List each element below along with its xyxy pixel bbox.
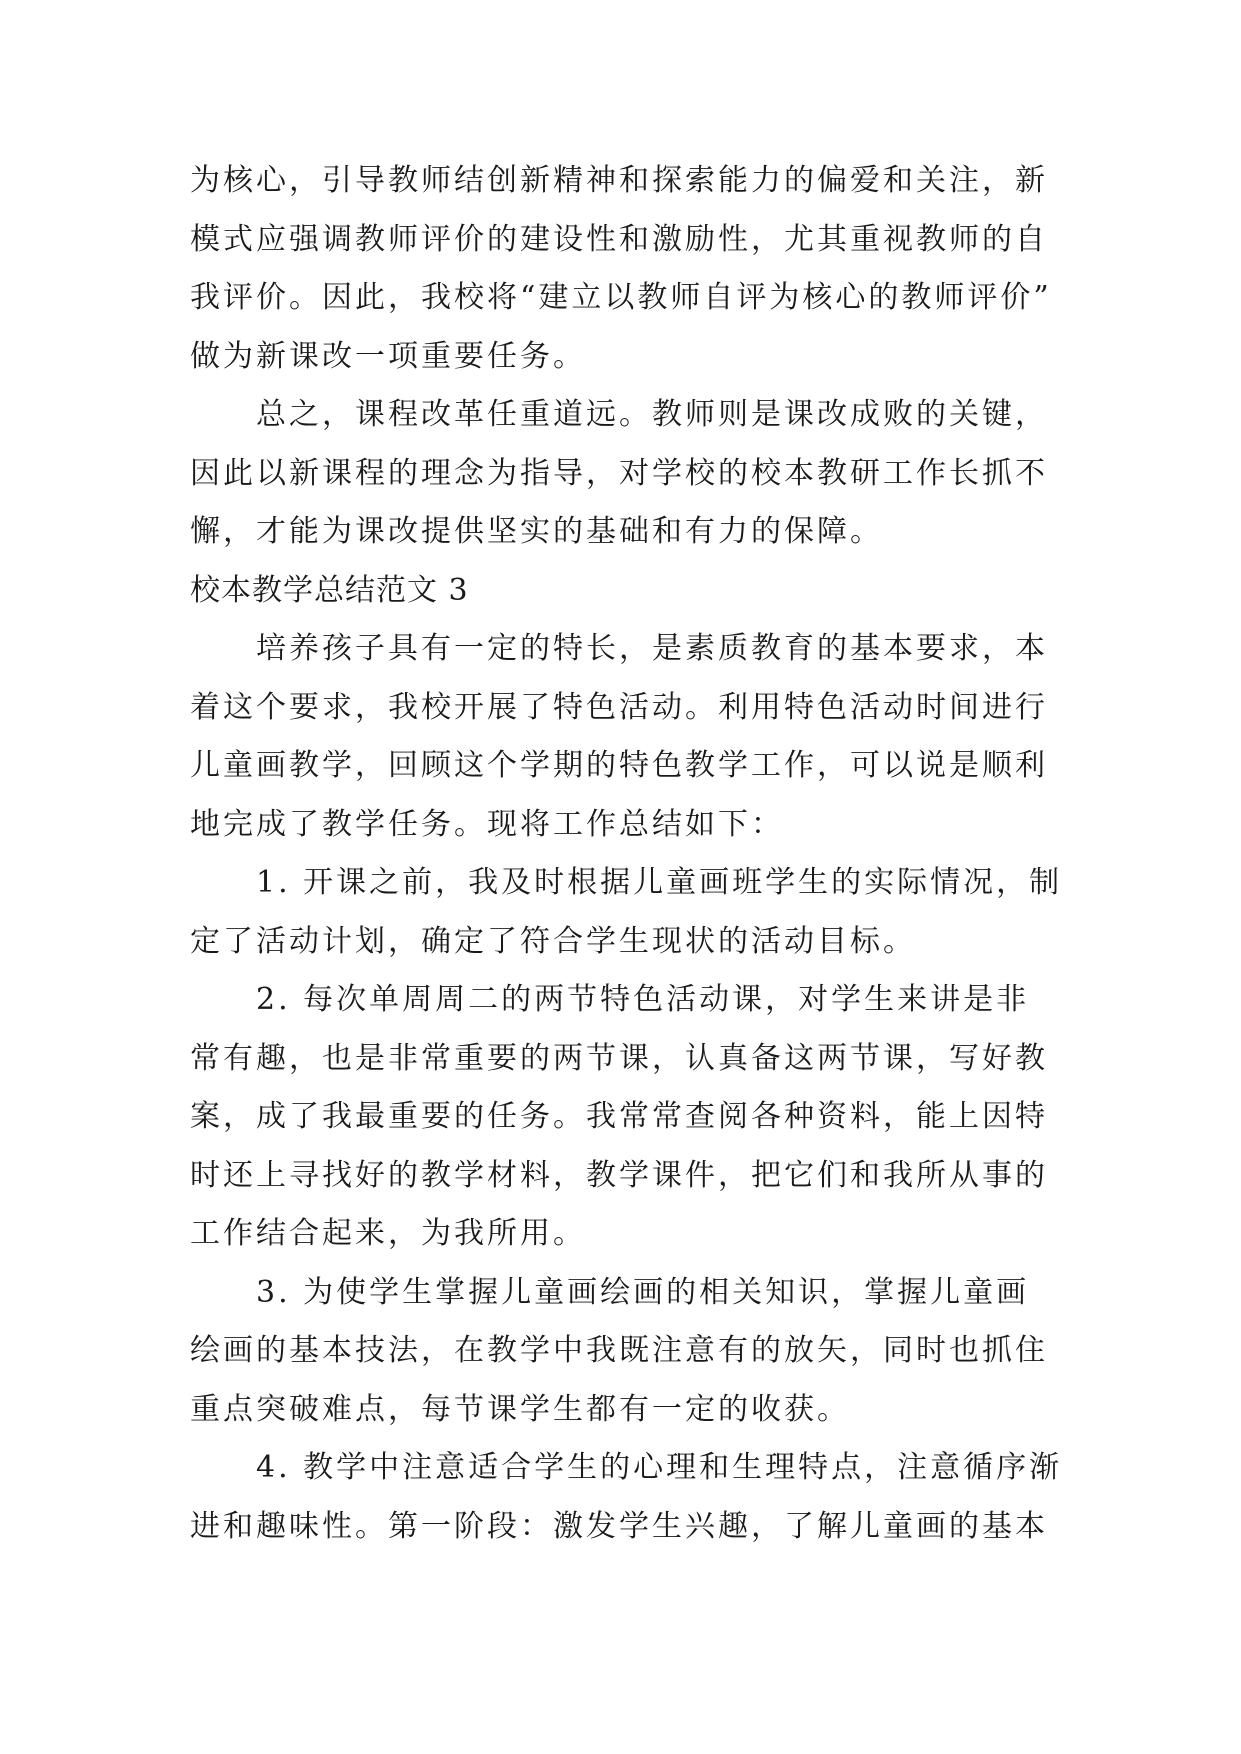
- text-line: 绘画的基本技法，在教学中我既注意有的放矢，同时也抓住: [190, 1333, 1048, 1368]
- text-line: 为核心，引导教师结创新精神和探索能力的偏爱和关注，新: [190, 163, 1048, 198]
- text-line: 着这个要求，我校开展了特色活动。利用特色活动时间进行: [190, 689, 1048, 725]
- text-line: 模式应强调教师评价的建设性和激励性，尤其重视教师的自: [190, 221, 1048, 257]
- text-line: 工作结合起来，为我所用。: [190, 1216, 586, 1251]
- text-line: 总之，课程改革任重道远。教师则是课改成败的关键，: [256, 397, 1048, 432]
- text-line: 做为新课改一项重要任务。: [190, 338, 586, 374]
- text-line: 因此以新课程的理念为指导，对学校的校本教研工作长抓不: [190, 455, 1048, 491]
- text-line: 定了活动计划，确定了符合学生现状的活动目标。: [190, 923, 916, 959]
- text-line: 重点突破难点，每节课学生都有一定的收获。: [190, 1391, 850, 1427]
- text-line: 1. 开课之前，我及时根据儿童画班学生的实际情况，制: [256, 865, 1063, 900]
- text-line: 2. 每次单周周二的两节特色活动课，对学生来讲是非: [256, 982, 1030, 1017]
- text-line: 培养孩子具有一定的特长，是素质教育的基本要求，本: [256, 631, 1048, 666]
- text-line: 地完成了教学任务。现将工作总结如下：: [190, 806, 784, 842]
- section-heading: 校本教学总结范文 3: [190, 572, 469, 608]
- text-line: 3. 为使学生掌握儿童画绘画的相关知识，掌握儿童画: [256, 1274, 1030, 1310]
- text-line: 4. 教学中注意适合学生的心理和生理特点，注意循序渐: [256, 1450, 1063, 1485]
- text-line: 案，成了我最重要的任务。我常常查阅各种资料，能上因特: [190, 1099, 1048, 1134]
- text-line: 进和趣味性。第一阶段：激发学生兴趣，了解儿童画的基本: [190, 1508, 1048, 1544]
- text-line: 儿童画教学，回顾这个学期的特色教学工作，可以说是顺利: [190, 748, 1048, 783]
- document-body: [190, 152, 1063, 1556]
- text-line: 时还上寻找好的教学材料，教学课件，把它们和我所从事的: [190, 1157, 1048, 1193]
- text-line: 懈，才能为课改提供坚实的基础和有力的保障。: [190, 514, 883, 549]
- text-line: 我评价。因此，我校将“建立以教师自评为核心的教师评价”: [190, 280, 1052, 315]
- text-line: 常有趣，也是非常重要的两节课，认真备这两节课，写好教: [190, 1040, 1048, 1076]
